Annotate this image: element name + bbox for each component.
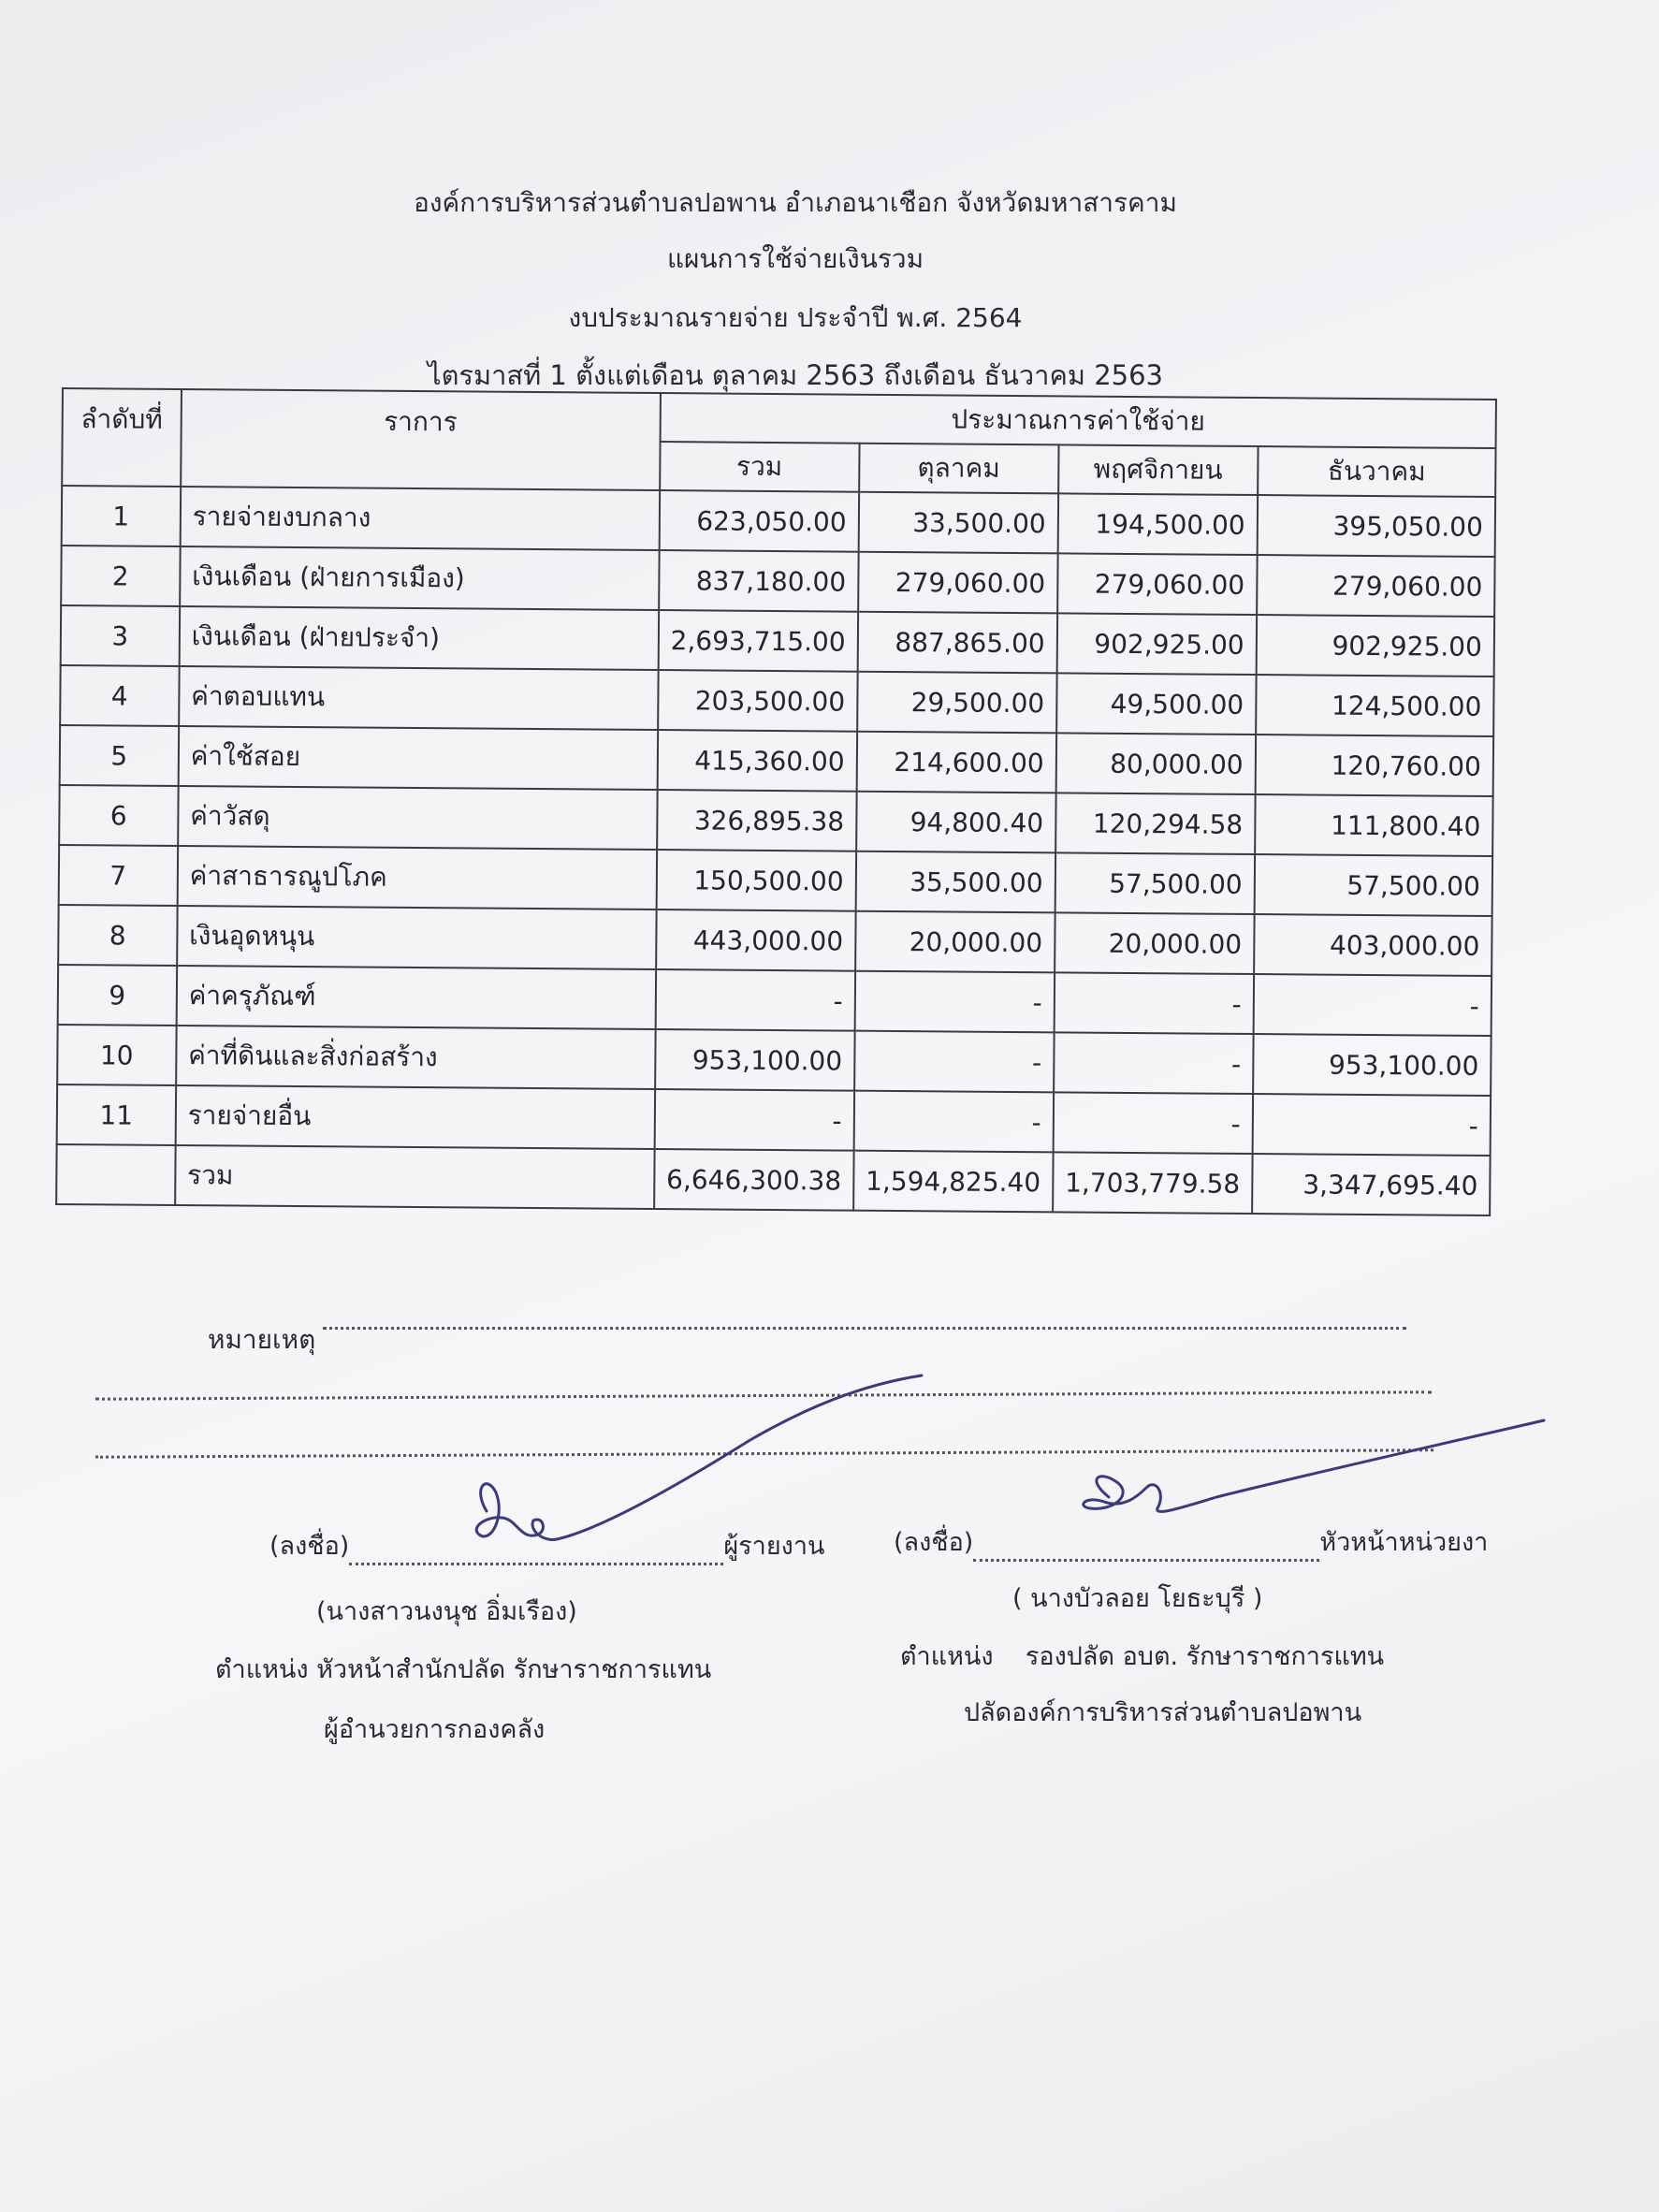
row-no: 11 xyxy=(57,1084,176,1145)
row-total: 837,180.00 xyxy=(659,550,859,612)
right-signer-position xyxy=(900,1636,1384,1676)
table-header-row xyxy=(63,388,1496,448)
header-estimate-group: ประมาณการค่าใช้จ่าย xyxy=(660,393,1496,448)
row-november: 20,000.00 xyxy=(1055,912,1255,974)
table-row xyxy=(59,845,1492,916)
table-row xyxy=(61,605,1494,677)
left-signature-dots xyxy=(349,1550,723,1565)
row-october: 214,600.00 xyxy=(856,732,1056,793)
row-october: 33,500.00 xyxy=(858,492,1058,554)
row-total: 953,100.00 xyxy=(655,1029,855,1091)
row-october: - xyxy=(853,1091,1054,1153)
row-december: - xyxy=(1252,1094,1491,1156)
total-row-november: 1,703,779.58 xyxy=(1053,1152,1253,1214)
header-october: ตุลาคม xyxy=(859,444,1058,494)
row-november: 57,500.00 xyxy=(1055,852,1255,914)
row-total: 203,500.00 xyxy=(658,670,858,732)
row-item: ค่าสาธารณูปโภค xyxy=(177,846,656,910)
row-november: 49,500.00 xyxy=(1056,673,1257,735)
remark-line-3 xyxy=(95,1448,1433,1458)
org-title: องค์การบริหารส่วนตำบลปอพาน อำเภอนาเชือก จังหวัดมหาสารคาม xyxy=(414,187,1177,218)
row-item: ค่าตอบแทน xyxy=(179,666,658,730)
right-position-label: ตำแหน่ง xyxy=(900,1642,994,1671)
row-november: 279,060.00 xyxy=(1057,553,1258,615)
row-october: 29,500.00 xyxy=(857,672,1057,734)
row-december: 902,925.00 xyxy=(1256,615,1494,677)
row-no: 4 xyxy=(60,665,179,726)
row-no: 6 xyxy=(59,785,178,846)
row-october: 35,500.00 xyxy=(855,851,1055,913)
table-row xyxy=(61,546,1494,617)
left-signature-mark xyxy=(476,1375,922,1539)
row-no: 2 xyxy=(61,546,180,606)
row-no: 5 xyxy=(60,725,179,786)
row-item: รายจ่ายอื่น xyxy=(175,1085,654,1149)
left-sign-line xyxy=(269,1525,824,1565)
row-total: 443,000.00 xyxy=(656,910,856,971)
row-no: 7 xyxy=(59,845,178,906)
header-december: ธันวาคม xyxy=(1258,446,1496,497)
row-november: 120,294.58 xyxy=(1055,793,1256,854)
left-signer-position: ตำแหน่ง หัวหน้าสำนักปลัด รักษาราชการแทน xyxy=(215,1655,712,1684)
row-total: 2,693,715.00 xyxy=(658,610,858,672)
header-november: พฤศจิกายน xyxy=(1058,444,1258,495)
row-december: 403,000.00 xyxy=(1254,914,1492,976)
right-sign-line xyxy=(894,1521,1488,1562)
right-signer-name: ( นางบัวลอย โยธะบุรี ) xyxy=(1012,1584,1263,1613)
total-row-no xyxy=(56,1144,175,1205)
row-total: 150,500.00 xyxy=(656,850,856,911)
plan-title: แผนการใช้จ่ายเงินรวม xyxy=(666,243,924,274)
row-october: 279,060.00 xyxy=(858,552,1058,614)
header-no: ลำดับที่ xyxy=(62,388,182,487)
row-total: 415,360.00 xyxy=(657,730,857,792)
quarter-title: ไตรมาสที่ 1 ตั้งแต่เดือน ตุลาคม 2563 ถึงเดือน ธันวาคม 2563 xyxy=(427,359,1164,391)
row-no: 1 xyxy=(62,486,181,546)
row-item: รายจ่ายงบกลาง xyxy=(180,487,659,550)
row-total: - xyxy=(655,969,855,1031)
remark-line-2 xyxy=(95,1390,1432,1400)
row-item: เงินเดือน (ฝ่ายประจำ) xyxy=(179,606,658,670)
right-signer-position-2: ปลัดองค์การบริหารส่วนตำบลปอพาน xyxy=(964,1698,1362,1727)
row-october: 20,000.00 xyxy=(855,911,1055,973)
table-row xyxy=(62,486,1495,557)
row-total: 326,895.38 xyxy=(657,790,857,851)
table-row xyxy=(58,965,1492,1036)
row-december: 124,500.00 xyxy=(1256,675,1494,736)
row-no: 8 xyxy=(58,905,177,966)
header-item: ราการ xyxy=(181,389,661,490)
left-signer-name: (นางสาวนงนุช อิ่มเรือง) xyxy=(316,1597,577,1626)
table-row xyxy=(57,1084,1491,1156)
right-signature-mark xyxy=(1084,1420,1544,1511)
row-item: ค่าวัสดุ xyxy=(178,786,657,850)
row-item: เงินเดือน (ฝ่ายการเมือง) xyxy=(180,546,659,610)
row-december: 953,100.00 xyxy=(1253,1034,1492,1096)
row-no: 3 xyxy=(61,605,180,666)
row-no: 9 xyxy=(58,965,177,1026)
left-role: ผู้รายงาน xyxy=(723,1532,825,1561)
row-item: เงินอุดหนุน xyxy=(177,906,656,969)
row-item: ค่าที่ดินและสิ่งก่อสร้าง xyxy=(176,1026,655,1089)
row-november: - xyxy=(1054,1032,1254,1094)
table-row xyxy=(60,725,1493,796)
table-row xyxy=(59,785,1492,856)
row-november: - xyxy=(1053,1092,1253,1154)
row-december: - xyxy=(1253,974,1492,1036)
row-october: - xyxy=(854,971,1055,1033)
right-signature-dots xyxy=(973,1546,1319,1562)
right-position-line1: รองปลัด อบต. รักษาราชการแทน xyxy=(1025,1642,1385,1671)
row-item: ค่าครุภัณฑ์ xyxy=(176,966,655,1029)
remark-line-1 xyxy=(323,1327,1406,1330)
row-november: 194,500.00 xyxy=(1057,493,1258,555)
row-october: 94,800.40 xyxy=(856,792,1056,853)
table-row xyxy=(58,905,1492,976)
table-row xyxy=(60,665,1493,736)
row-december: 57,500.00 xyxy=(1254,854,1492,916)
total-row-label: รวม xyxy=(175,1145,654,1209)
budget-title: งบประมาณรายจ่าย ประจำปี พ.ศ. 2564 xyxy=(568,302,1023,333)
left-sign-prefix: (ลงชื่อ) xyxy=(269,1532,350,1561)
row-total: 623,050.00 xyxy=(659,490,859,552)
total-row-october: 1,594,825.40 xyxy=(853,1151,1054,1213)
header-total: รวม xyxy=(660,442,859,492)
row-december: 120,760.00 xyxy=(1255,735,1493,796)
row-no: 10 xyxy=(57,1025,176,1085)
left-signer-position-2: ผู้อำนวยการกองคลัง xyxy=(324,1715,546,1744)
row-november: 902,925.00 xyxy=(1056,613,1257,675)
row-october: - xyxy=(854,1031,1055,1093)
row-november: 80,000.00 xyxy=(1055,733,1256,794)
spending-plan-table xyxy=(55,387,1497,1216)
table-total-row xyxy=(56,1144,1490,1215)
total-row-december: 3,347,695.40 xyxy=(1252,1154,1491,1215)
row-december: 279,060.00 xyxy=(1257,555,1495,617)
total-row-total: 6,646,300.38 xyxy=(654,1149,854,1211)
right-sign-prefix: (ลงชื่อ) xyxy=(894,1528,974,1557)
row-november: - xyxy=(1054,972,1254,1034)
right-role: หัวหน้าหน่วยงา xyxy=(1319,1528,1489,1557)
row-october: 887,865.00 xyxy=(857,612,1057,674)
table-row xyxy=(57,1025,1491,1096)
remark-label: หมายเหตุ xyxy=(208,1324,316,1355)
row-total: - xyxy=(654,1089,854,1151)
row-december: 395,050.00 xyxy=(1257,495,1495,557)
row-item: ค่าใช้สอย xyxy=(178,726,657,790)
row-december: 111,800.40 xyxy=(1255,794,1493,856)
